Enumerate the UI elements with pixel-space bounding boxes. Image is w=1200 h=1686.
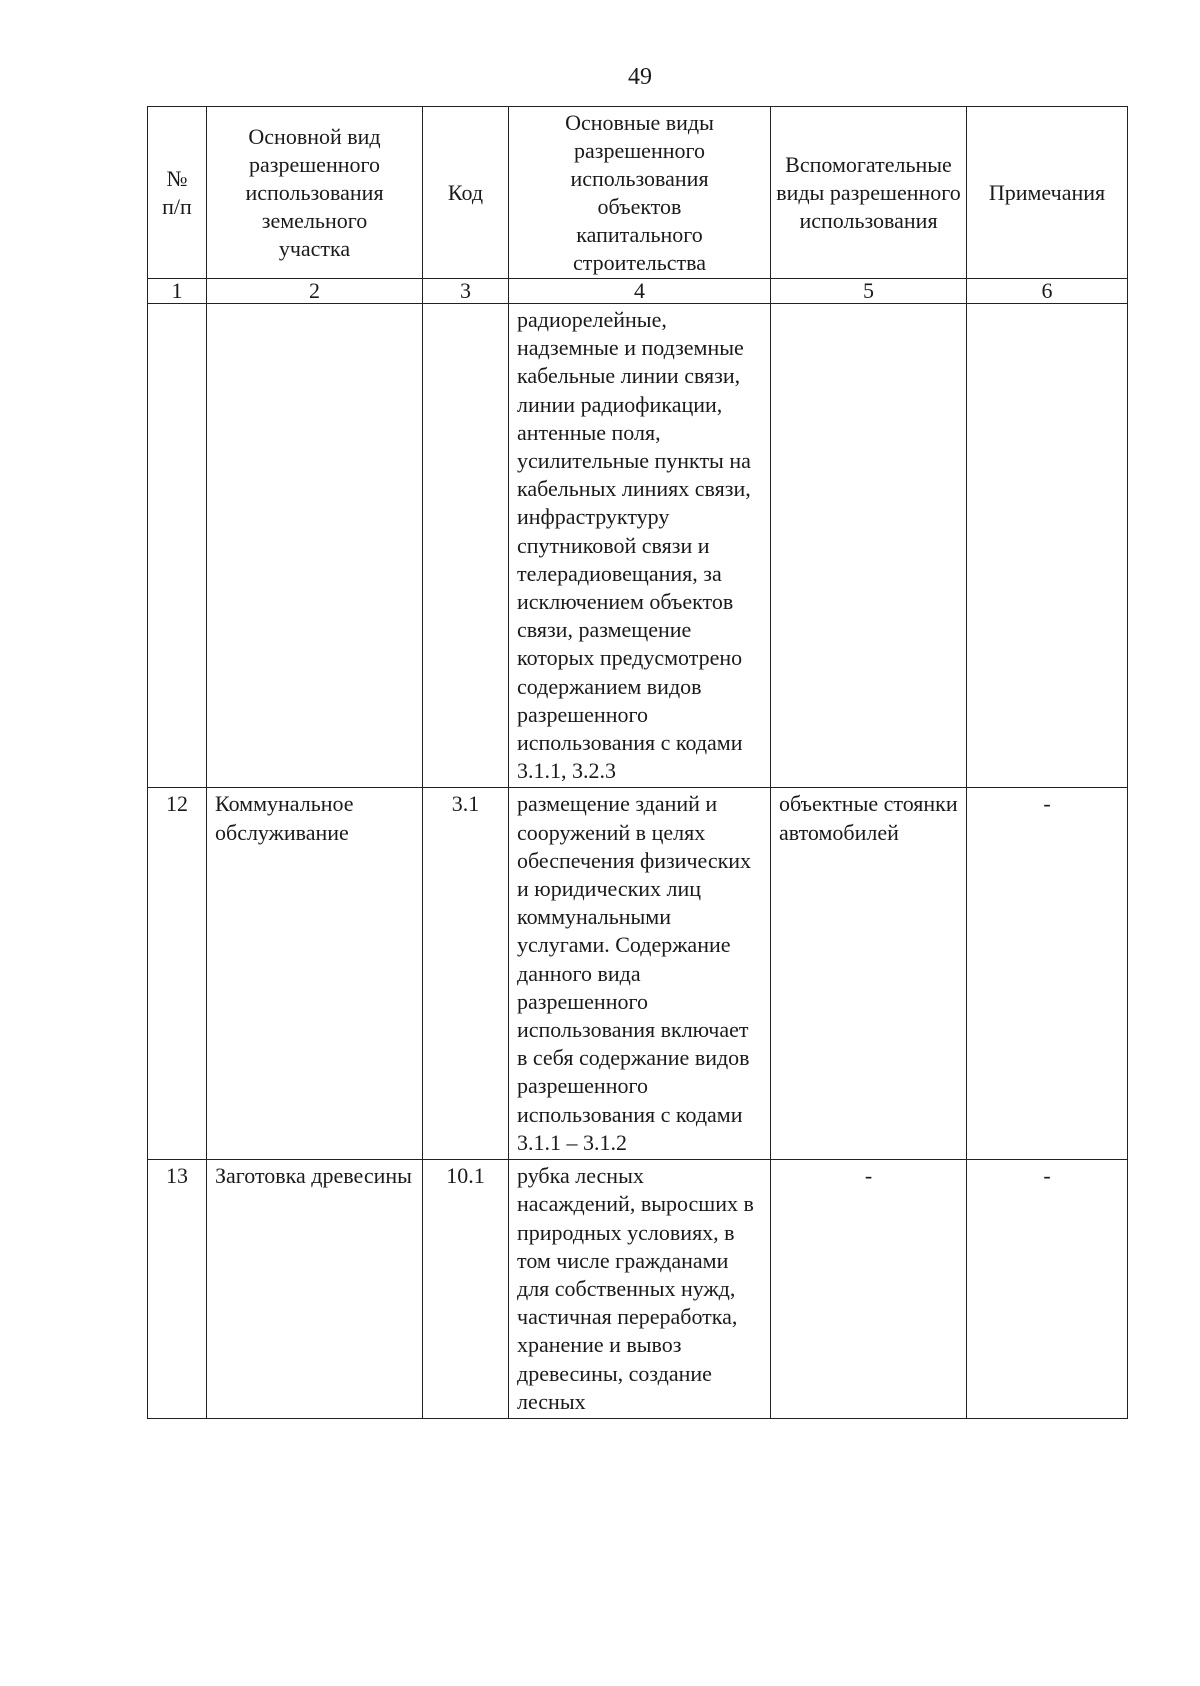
table-row [148,788,1128,1160]
land-use-code [423,304,509,788]
header-main-capital-use: Основные виды разрешенного использования объектов капитального строительства [509,107,771,279]
row-number: 12 [148,788,207,1160]
table-row [148,304,1128,788]
header-notes: Примечания [967,107,1128,279]
land-use-type [207,304,423,788]
land-use-table [147,106,1128,1419]
main-use-description: радиорелейные, надземные и подземные кабельные линии связи, линии радиофикации, антенные поля, усилительные пункты на кабельных линиях связи, инфраструктуру спутниковой связи и телерадиовещания, за исключением объектов связи, размещение которых предусмотрено содержанием видов разрешенного использования с кодами 3.1.1, 3.2.3 [509,304,771,788]
column-number: 4 [509,279,771,304]
header-row [148,107,1128,279]
column-number: 2 [207,279,423,304]
main-use-description: рубка лесных насаждений, выросших в природных условиях, в том числе гражданами для собственных нужд, частичная переработка, хранение и вывоз древесины, создание лесных [509,1160,771,1419]
column-number: 6 [967,279,1128,304]
row-number [148,304,207,788]
land-use-type: Заготовка древесины [207,1160,423,1419]
page-number: 49 [628,64,652,90]
row-number: 13 [148,1160,207,1419]
notes: - [967,788,1128,1160]
header-auxiliary-use: Вспомогательные виды разрешенного использования [771,107,967,279]
header-number: № п/п [148,107,207,279]
auxiliary-use: объектные стоянки автомобилей [771,788,967,1160]
auxiliary-use [771,304,967,788]
land-use-code: 10.1 [423,1160,509,1419]
table-row [148,1160,1128,1419]
land-use-type: Коммунальное обслуживание [207,788,423,1160]
header-main-land-use: Основной вид разрешенного использования земельного участка [207,107,423,279]
column-number: 5 [771,279,967,304]
notes: - [967,1160,1128,1419]
header-code: Код [423,107,509,279]
notes [967,304,1128,788]
land-use-code: 3.1 [423,788,509,1160]
main-use-description: размещение зданий и сооружений в целях обеспечения физических и юридических лиц коммунальными услугами. Содержание данного вида разрешенного использования включает в себя содержание видов разрешенного использования с кодами 3.1.1 – 3.1.2 [509,788,771,1160]
column-number-row [148,279,1128,304]
auxiliary-use: - [771,1160,967,1419]
column-number: 1 [148,279,207,304]
column-number: 3 [423,279,509,304]
